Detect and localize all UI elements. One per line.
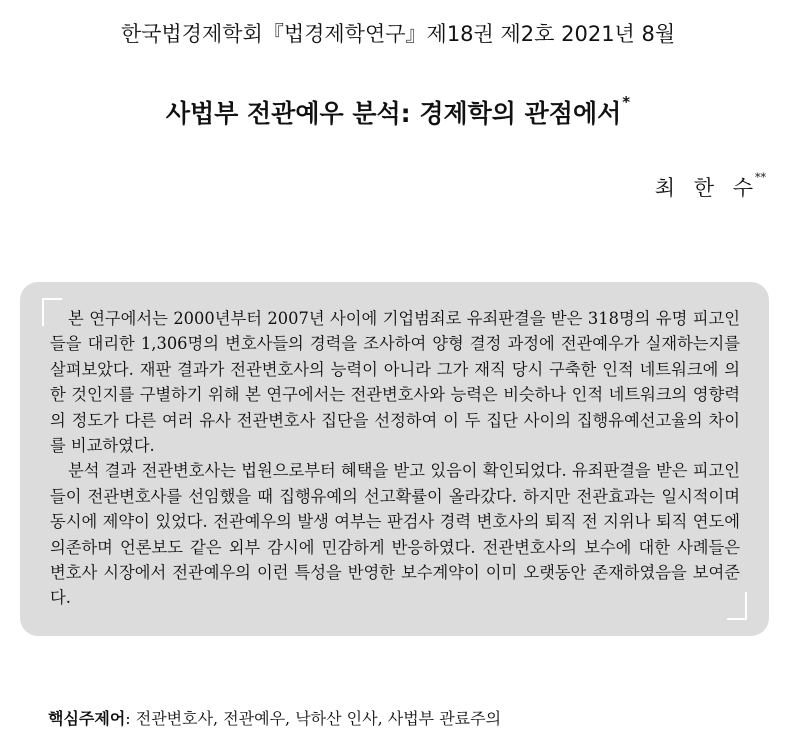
abstract-text (50, 306, 740, 611)
keywords-label: 핵심주제어 (48, 709, 126, 728)
paper-title (0, 94, 796, 130)
journal-line: 한국법경제학회『법경제학연구』제18권 제2호 2021년 8월 (120, 22, 676, 46)
abstract-paragraph-2: 분석 결과 전관변호사는 법원으로부터 혜택을 받고 있음이 확인되었다. 유죄판결을 받은 피고인들이 전관변호사를 선임했을 때 집행유예의 선고확률이 올라갔다. 하지만 전관효과는 일시적이며 동시에 제약이 있었다. 전관예우의 발생 여부는 판검사 경력 변호사의 퇴직 전 지위나 퇴직 연도에 의존하며 언론보도 같은 외부 감시에 민감하게 반응하였다. 전관변호사의 보수에 대한 사례들은 변호사 시장에서 전관예우의 이런 특성을 반영한 보수계약이 이미 오랫동안 존재하였음을 보여준다. (50, 461, 740, 608)
keywords-value: 전관변호사, 전관예우, 낙하산 인사, 사법부 관료주의 (135, 709, 502, 728)
author-name: 최 한 수 (654, 176, 759, 200)
title-footnote-mark[interactable]: * (622, 92, 631, 111)
keywords-line (48, 706, 501, 729)
author-footnote-mark[interactable]: ** (755, 171, 766, 184)
author-line (655, 172, 766, 202)
journal-header (0, 18, 796, 48)
abstract-box (20, 282, 769, 636)
abstract-paragraph-1: 본 연구에서는 2000년부터 2007년 사이에 기업범죄로 유죄판결을 받은 318명의 유명 피고인들을 대리한 1,306명의 변호사들의 경력을 조사하여 양형 결정 과정에 전관예우가 실재하는지를 살펴보았다. 재판 결과가 전관변호사의 능력이 아니라 그가 재직 당시 구축한 인적 네트워크에 의한 것인지를 구별하기 위해 본 연구에서는 전관변호사와 능력은 비슷하나 인적 네트워크의 영향력의 정도가 다른 여러 유사 전관변호사 집단을 선정하여 이 두 집단 사이의 집행유예선고율의 차이를 비교하였다. (50, 309, 740, 456)
keywords-separator: : (125, 709, 136, 728)
paper-title-text: 사법부 전관예우 분석: 경제학의 관점에서 (165, 99, 622, 128)
